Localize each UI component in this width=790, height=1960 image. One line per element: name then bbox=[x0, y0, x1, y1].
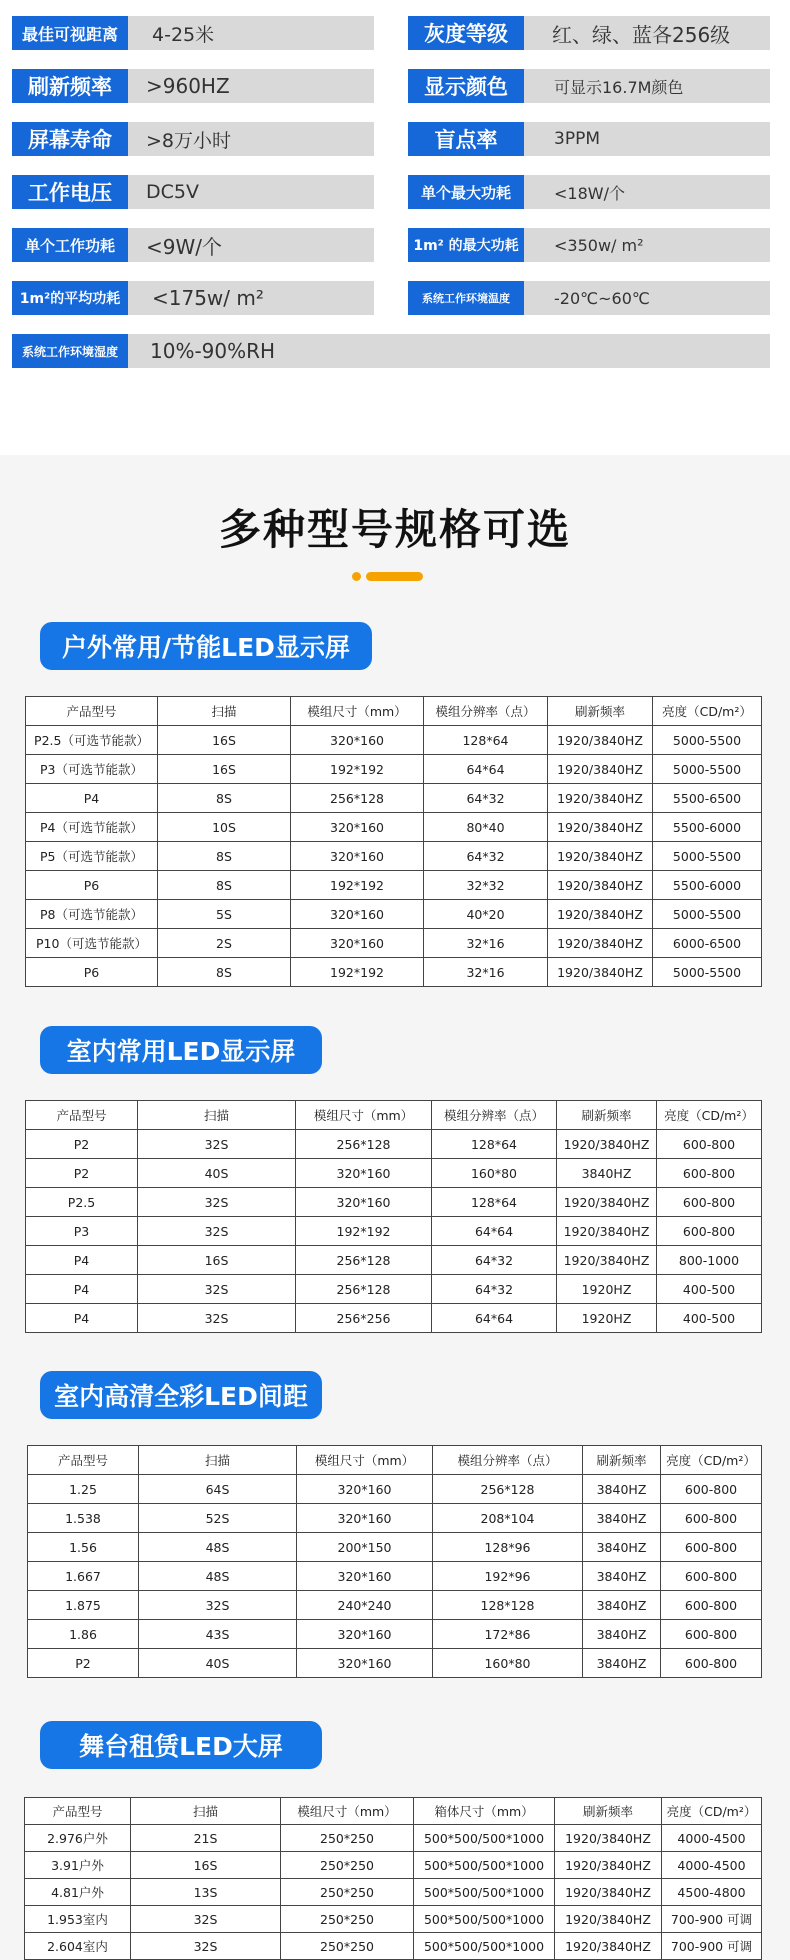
table-cell: 160*80 bbox=[432, 1159, 557, 1188]
table-cell: 1920/3840HZ bbox=[557, 1217, 657, 1246]
table-cell: 500*500/500*1000 bbox=[414, 1879, 555, 1906]
table-cell: 128*64 bbox=[432, 1130, 557, 1159]
spec-value: <18W/个 bbox=[554, 183, 625, 203]
table-cell: 32S bbox=[131, 1906, 281, 1933]
table-cell: 600-800 bbox=[661, 1649, 762, 1678]
table-header-row bbox=[26, 1101, 762, 1130]
table-cell: 1.86 bbox=[28, 1620, 139, 1649]
spec-row bbox=[12, 228, 374, 262]
spec-value: -20℃~60℃ bbox=[554, 288, 650, 308]
table-row bbox=[26, 1304, 762, 1333]
table-cell: 32*16 bbox=[424, 929, 548, 958]
spec-panel bbox=[0, 0, 790, 455]
table-cell: 320*160 bbox=[296, 1188, 432, 1217]
spec-label: 灰度等级 bbox=[408, 16, 524, 50]
model-section bbox=[0, 455, 790, 1960]
table-cell: 320*160 bbox=[297, 1620, 433, 1649]
table-cell: 128*64 bbox=[432, 1188, 557, 1217]
table-cell: 3840HZ bbox=[583, 1591, 661, 1620]
table-cell: 1920/3840HZ bbox=[557, 1130, 657, 1159]
table-cell: P2 bbox=[26, 1130, 138, 1159]
table-cell: 5000-5500 bbox=[653, 755, 762, 784]
table-cell: 320*160 bbox=[291, 813, 424, 842]
table-cell: 256*256 bbox=[296, 1304, 432, 1333]
table-row bbox=[26, 1246, 762, 1275]
column-header: 模组分辨率（点） bbox=[432, 1101, 557, 1130]
table-cell: 256*128 bbox=[433, 1475, 583, 1504]
table-cell: 200*150 bbox=[297, 1533, 433, 1562]
column-header: 亮度（CD/m²） bbox=[661, 1446, 762, 1475]
table-row bbox=[26, 1130, 762, 1159]
spec-value: <9W/个 bbox=[146, 234, 222, 259]
table-cell: 8S bbox=[158, 871, 291, 900]
table-cell: 5500-6000 bbox=[653, 813, 762, 842]
table-cell: 500*500/500*1000 bbox=[414, 1933, 555, 1960]
spec-label: 刷新频率 bbox=[12, 69, 128, 103]
table-cell: 1920/3840HZ bbox=[548, 726, 653, 755]
table-cell: 600-800 bbox=[661, 1562, 762, 1591]
table-cell: 320*160 bbox=[297, 1562, 433, 1591]
column-header: 扫描 bbox=[158, 697, 291, 726]
hd-indoor-section-heading: 室内高清全彩LED间距 bbox=[40, 1371, 322, 1419]
table-cell: 1920/3840HZ bbox=[548, 958, 653, 987]
table-cell: 600-800 bbox=[657, 1188, 762, 1217]
spec-label: 系统工作环境湿度 bbox=[12, 334, 128, 368]
table-cell: 40*20 bbox=[424, 900, 548, 929]
table-row bbox=[26, 1188, 762, 1217]
section-title: 多种型号规格可选 bbox=[218, 505, 571, 554]
table-cell: 48S bbox=[139, 1562, 297, 1591]
table-cell: 600-800 bbox=[657, 1159, 762, 1188]
table-row bbox=[26, 900, 762, 929]
table-cell: 1.667 bbox=[28, 1562, 139, 1591]
hd-spec-table bbox=[27, 1445, 762, 1678]
table-cell: 128*64 bbox=[424, 726, 548, 755]
table-cell: 128*128 bbox=[433, 1591, 583, 1620]
table-cell: 320*160 bbox=[291, 842, 424, 871]
table-cell: 500*500/500*1000 bbox=[414, 1825, 555, 1852]
table-cell: 40S bbox=[139, 1649, 297, 1678]
spec-row bbox=[408, 122, 770, 156]
table-cell: 16S bbox=[158, 726, 291, 755]
table-cell: 64*64 bbox=[432, 1217, 557, 1246]
table-cell: 52S bbox=[139, 1504, 297, 1533]
table-cell: 64*32 bbox=[432, 1246, 557, 1275]
table-cell: 250*250 bbox=[281, 1933, 414, 1960]
column-header: 扫描 bbox=[139, 1446, 297, 1475]
table-cell: P6 bbox=[26, 871, 158, 900]
spec-label: 1m² 的最大功耗 bbox=[408, 228, 524, 262]
outdoor-spec-table bbox=[25, 696, 762, 987]
table-cell: 64*64 bbox=[432, 1304, 557, 1333]
table-cell: 16S bbox=[131, 1852, 281, 1879]
table-cell: 1920/3840HZ bbox=[557, 1246, 657, 1275]
table-row bbox=[28, 1591, 762, 1620]
table-row bbox=[26, 726, 762, 755]
table-cell: 192*96 bbox=[433, 1562, 583, 1591]
column-header: 扫描 bbox=[138, 1101, 296, 1130]
table-cell: 600-800 bbox=[657, 1217, 762, 1246]
column-header: 亮度（CD/m²） bbox=[657, 1101, 762, 1130]
table-row bbox=[26, 1159, 762, 1188]
table-row bbox=[26, 784, 762, 813]
column-header: 模组分辨率（点） bbox=[433, 1446, 583, 1475]
table-cell: 4000-4500 bbox=[662, 1852, 762, 1879]
table-cell: 1.56 bbox=[28, 1533, 139, 1562]
table-cell: 5S bbox=[158, 900, 291, 929]
table-cell: 192*192 bbox=[296, 1217, 432, 1246]
table-cell: 3840HZ bbox=[583, 1504, 661, 1533]
spec-label: 屏幕寿命 bbox=[12, 122, 128, 156]
table-cell: 1920HZ bbox=[557, 1304, 657, 1333]
table-row bbox=[28, 1475, 762, 1504]
table-cell: 10S bbox=[158, 813, 291, 842]
column-header: 产品型号 bbox=[26, 1101, 138, 1130]
table-cell: 3840HZ bbox=[557, 1159, 657, 1188]
column-header: 产品型号 bbox=[26, 697, 158, 726]
table-cell: P4 bbox=[26, 1275, 138, 1304]
table-cell: 320*160 bbox=[291, 900, 424, 929]
table-cell: 32*16 bbox=[424, 958, 548, 987]
table-cell: 5000-5500 bbox=[653, 842, 762, 871]
spec-row bbox=[408, 16, 770, 50]
table-cell: 32S bbox=[138, 1217, 296, 1246]
spec-row bbox=[408, 281, 770, 315]
spec-label: 工作电压 bbox=[12, 175, 128, 209]
table-cell: 4000-4500 bbox=[662, 1825, 762, 1852]
table-cell: 600-800 bbox=[661, 1475, 762, 1504]
column-header: 模组尺寸（mm） bbox=[291, 697, 424, 726]
table-cell: P10（可选节能款） bbox=[26, 929, 158, 958]
table-cell: 8S bbox=[158, 784, 291, 813]
table-header-row bbox=[28, 1446, 762, 1475]
spec-label: 单个最大功耗 bbox=[408, 175, 524, 209]
spec-label: 显示颜色 bbox=[408, 69, 524, 103]
spec-row bbox=[12, 69, 374, 103]
table-cell: 800-1000 bbox=[657, 1246, 762, 1275]
column-header: 模组分辨率（点） bbox=[424, 697, 548, 726]
spec-row bbox=[12, 16, 374, 50]
spec-row bbox=[12, 334, 770, 368]
rental-section-heading: 舞台租赁LED大屏 bbox=[40, 1721, 322, 1769]
table-row bbox=[26, 871, 762, 900]
column-header: 模组尺寸（mm） bbox=[297, 1446, 433, 1475]
table-cell: 192*192 bbox=[291, 755, 424, 784]
table-cell: 250*250 bbox=[281, 1906, 414, 1933]
table-cell: P5（可选节能款） bbox=[26, 842, 158, 871]
table-cell: 1920/3840HZ bbox=[548, 784, 653, 813]
table-cell: 1.25 bbox=[28, 1475, 139, 1504]
spec-label: 1m²的平均功耗 bbox=[12, 281, 128, 315]
table-row bbox=[25, 1933, 762, 1960]
table-cell: 64*32 bbox=[432, 1275, 557, 1304]
column-header: 模组尺寸（mm） bbox=[296, 1101, 432, 1130]
decor-dot bbox=[352, 572, 361, 581]
spec-row bbox=[12, 122, 374, 156]
table-cell: 500*500/500*1000 bbox=[414, 1852, 555, 1879]
table-cell: 48S bbox=[139, 1533, 297, 1562]
spec-value: >960HZ bbox=[146, 74, 230, 98]
table-cell: 64*32 bbox=[424, 784, 548, 813]
spec-value: 可显示16.7M颜色 bbox=[554, 77, 684, 97]
table-cell: 5500-6000 bbox=[653, 871, 762, 900]
table-row bbox=[25, 1852, 762, 1879]
table-cell: 600-800 bbox=[661, 1533, 762, 1562]
table-cell: P4 bbox=[26, 1246, 138, 1275]
table-cell: 400-500 bbox=[657, 1275, 762, 1304]
spec-row bbox=[408, 69, 770, 103]
column-header: 刷新频率 bbox=[557, 1101, 657, 1130]
table-cell: 3840HZ bbox=[583, 1649, 661, 1678]
table-cell: 6000-6500 bbox=[653, 929, 762, 958]
table-cell: 320*160 bbox=[297, 1649, 433, 1678]
table-cell: 2S bbox=[158, 929, 291, 958]
table-cell: 64S bbox=[139, 1475, 297, 1504]
table-cell: 2.976户外 bbox=[25, 1825, 131, 1852]
column-header: 亮度（CD/m²） bbox=[662, 1798, 762, 1825]
table-cell: 3840HZ bbox=[583, 1475, 661, 1504]
table-cell: 250*250 bbox=[281, 1879, 414, 1906]
table-cell: 256*128 bbox=[296, 1275, 432, 1304]
table-cell: 1920/3840HZ bbox=[555, 1879, 662, 1906]
table-header-row bbox=[25, 1798, 762, 1825]
table-cell: 4.81户外 bbox=[25, 1879, 131, 1906]
column-header: 刷新频率 bbox=[548, 697, 653, 726]
table-cell: 5000-5500 bbox=[653, 958, 762, 987]
spec-value: 红、绿、蓝各256级 bbox=[552, 22, 731, 47]
spec-label: 盲点率 bbox=[408, 122, 524, 156]
table-cell: 240*240 bbox=[297, 1591, 433, 1620]
table-cell: 32S bbox=[138, 1304, 296, 1333]
spec-label: 单个工作功耗 bbox=[12, 228, 128, 262]
table-cell: 320*160 bbox=[297, 1504, 433, 1533]
table-cell: 320*160 bbox=[291, 929, 424, 958]
table-cell: 80*40 bbox=[424, 813, 548, 842]
table-row bbox=[26, 958, 762, 987]
table-cell: P2.5 bbox=[26, 1188, 138, 1217]
table-cell: 1920/3840HZ bbox=[555, 1933, 662, 1960]
table-cell: 256*128 bbox=[291, 784, 424, 813]
table-cell: 64*64 bbox=[424, 755, 548, 784]
table-cell: 600-800 bbox=[661, 1504, 762, 1533]
table-cell: 1920HZ bbox=[557, 1275, 657, 1304]
table-cell: P2.5（可选节能款） bbox=[26, 726, 158, 755]
table-header-row bbox=[26, 697, 762, 726]
table-row bbox=[26, 755, 762, 784]
spec-row bbox=[12, 281, 374, 315]
table-cell: 32*32 bbox=[424, 871, 548, 900]
table-cell: 1920/3840HZ bbox=[548, 842, 653, 871]
spec-value: 3PPM bbox=[554, 129, 600, 149]
table-row bbox=[28, 1533, 762, 1562]
table-cell: 21S bbox=[131, 1825, 281, 1852]
table-cell: P4 bbox=[26, 784, 158, 813]
table-row bbox=[25, 1906, 762, 1933]
table-cell: 32S bbox=[138, 1275, 296, 1304]
table-cell: 500*500/500*1000 bbox=[414, 1906, 555, 1933]
table-cell: 40S bbox=[138, 1159, 296, 1188]
table-cell: 208*104 bbox=[433, 1504, 583, 1533]
table-cell: P4 bbox=[26, 1304, 138, 1333]
table-cell: 3840HZ bbox=[583, 1620, 661, 1649]
spec-value: >8万小时 bbox=[146, 129, 232, 152]
table-cell: P3 bbox=[26, 1217, 138, 1246]
table-cell: 5500-6500 bbox=[653, 784, 762, 813]
table-row bbox=[26, 813, 762, 842]
table-cell: 4500-4800 bbox=[662, 1879, 762, 1906]
table-cell: 1920/3840HZ bbox=[548, 900, 653, 929]
table-row bbox=[26, 1275, 762, 1304]
table-cell: 8S bbox=[158, 842, 291, 871]
column-header: 刷新频率 bbox=[555, 1798, 662, 1825]
table-cell: 1920/3840HZ bbox=[555, 1825, 662, 1852]
column-header: 模组尺寸（mm） bbox=[281, 1798, 414, 1825]
table-cell: 320*160 bbox=[291, 726, 424, 755]
table-row bbox=[25, 1879, 762, 1906]
table-row bbox=[26, 842, 762, 871]
table-cell: 13S bbox=[131, 1879, 281, 1906]
table-row bbox=[28, 1504, 762, 1533]
table-cell: 1920/3840HZ bbox=[548, 755, 653, 784]
column-header: 产品型号 bbox=[28, 1446, 139, 1475]
table-cell: 32S bbox=[138, 1130, 296, 1159]
column-header: 亮度（CD/m²） bbox=[653, 697, 762, 726]
table-cell: 192*192 bbox=[291, 958, 424, 987]
table-cell: 400-500 bbox=[657, 1304, 762, 1333]
table-cell: 700-900 可调 bbox=[662, 1906, 762, 1933]
table-cell: P2 bbox=[26, 1159, 138, 1188]
column-header: 箱体尺寸（mm） bbox=[414, 1798, 555, 1825]
table-row bbox=[28, 1620, 762, 1649]
indoor-section-heading: 室内常用LED显示屏 bbox=[40, 1026, 322, 1074]
spec-row bbox=[408, 228, 770, 262]
table-cell: 1920/3840HZ bbox=[548, 871, 653, 900]
table-cell: P3（可选节能款） bbox=[26, 755, 158, 784]
table-cell: 3840HZ bbox=[583, 1533, 661, 1562]
table-cell: 32S bbox=[131, 1933, 281, 1960]
table-cell: 256*128 bbox=[296, 1130, 432, 1159]
table-cell: 32S bbox=[138, 1188, 296, 1217]
indoor-spec-table bbox=[25, 1100, 762, 1333]
spec-row bbox=[408, 175, 770, 209]
table-cell: 1920/3840HZ bbox=[548, 813, 653, 842]
table-cell: 700-900 可调 bbox=[662, 1933, 762, 1960]
table-cell: 600-800 bbox=[661, 1620, 762, 1649]
table-cell: 16S bbox=[138, 1246, 296, 1275]
table-cell: 2.604室内 bbox=[25, 1933, 131, 1960]
table-cell: 43S bbox=[139, 1620, 297, 1649]
spec-row bbox=[12, 175, 374, 209]
spec-value: <350w/ m² bbox=[554, 235, 644, 255]
table-cell: 1.875 bbox=[28, 1591, 139, 1620]
table-cell: 64*32 bbox=[424, 842, 548, 871]
table-cell: 1920/3840HZ bbox=[555, 1852, 662, 1879]
table-cell: 5000-5500 bbox=[653, 900, 762, 929]
outdoor-section-heading: 户外常用/节能LED显示屏 bbox=[40, 622, 372, 670]
table-cell: 250*250 bbox=[281, 1825, 414, 1852]
table-cell: 3.91户外 bbox=[25, 1852, 131, 1879]
table-cell: P2 bbox=[28, 1649, 139, 1678]
spec-value: <175w/ m² bbox=[152, 286, 264, 310]
table-cell: 320*160 bbox=[297, 1475, 433, 1504]
spec-label: 系统工作环境温度 bbox=[408, 281, 524, 315]
table-cell: 192*192 bbox=[291, 871, 424, 900]
table-cell: 600-800 bbox=[657, 1130, 762, 1159]
table-cell: P6 bbox=[26, 958, 158, 987]
table-cell: 16S bbox=[158, 755, 291, 784]
table-row bbox=[26, 929, 762, 958]
spec-value: DC5V bbox=[146, 181, 199, 203]
column-header: 产品型号 bbox=[25, 1798, 131, 1825]
table-cell: 250*250 bbox=[281, 1852, 414, 1879]
table-cell: 1920/3840HZ bbox=[548, 929, 653, 958]
spec-value: 10%-90%RH bbox=[150, 339, 276, 363]
table-cell: 1.953室内 bbox=[25, 1906, 131, 1933]
table-cell: 1.538 bbox=[28, 1504, 139, 1533]
table-cell: 5000-5500 bbox=[653, 726, 762, 755]
rental-spec-table bbox=[24, 1797, 762, 1960]
spec-label: 最佳可视距离 bbox=[12, 16, 128, 50]
table-cell: 8S bbox=[158, 958, 291, 987]
table-cell: 32S bbox=[139, 1591, 297, 1620]
table-cell: 128*96 bbox=[433, 1533, 583, 1562]
table-row bbox=[26, 1217, 762, 1246]
table-cell: P4（可选节能款） bbox=[26, 813, 158, 842]
decor-bar bbox=[366, 572, 423, 581]
table-cell: P8（可选节能款） bbox=[26, 900, 158, 929]
column-header: 扫描 bbox=[131, 1798, 281, 1825]
table-cell: 3840HZ bbox=[583, 1562, 661, 1591]
table-cell: 172*86 bbox=[433, 1620, 583, 1649]
spec-value: 4-25米 bbox=[152, 23, 215, 46]
column-header: 刷新频率 bbox=[583, 1446, 661, 1475]
table-cell: 1920/3840HZ bbox=[557, 1188, 657, 1217]
table-row bbox=[28, 1562, 762, 1591]
table-row bbox=[28, 1649, 762, 1678]
table-cell: 320*160 bbox=[296, 1159, 432, 1188]
table-row bbox=[25, 1825, 762, 1852]
table-cell: 160*80 bbox=[433, 1649, 583, 1678]
table-cell: 1920/3840HZ bbox=[555, 1906, 662, 1933]
table-cell: 600-800 bbox=[661, 1591, 762, 1620]
table-cell: 256*128 bbox=[296, 1246, 432, 1275]
